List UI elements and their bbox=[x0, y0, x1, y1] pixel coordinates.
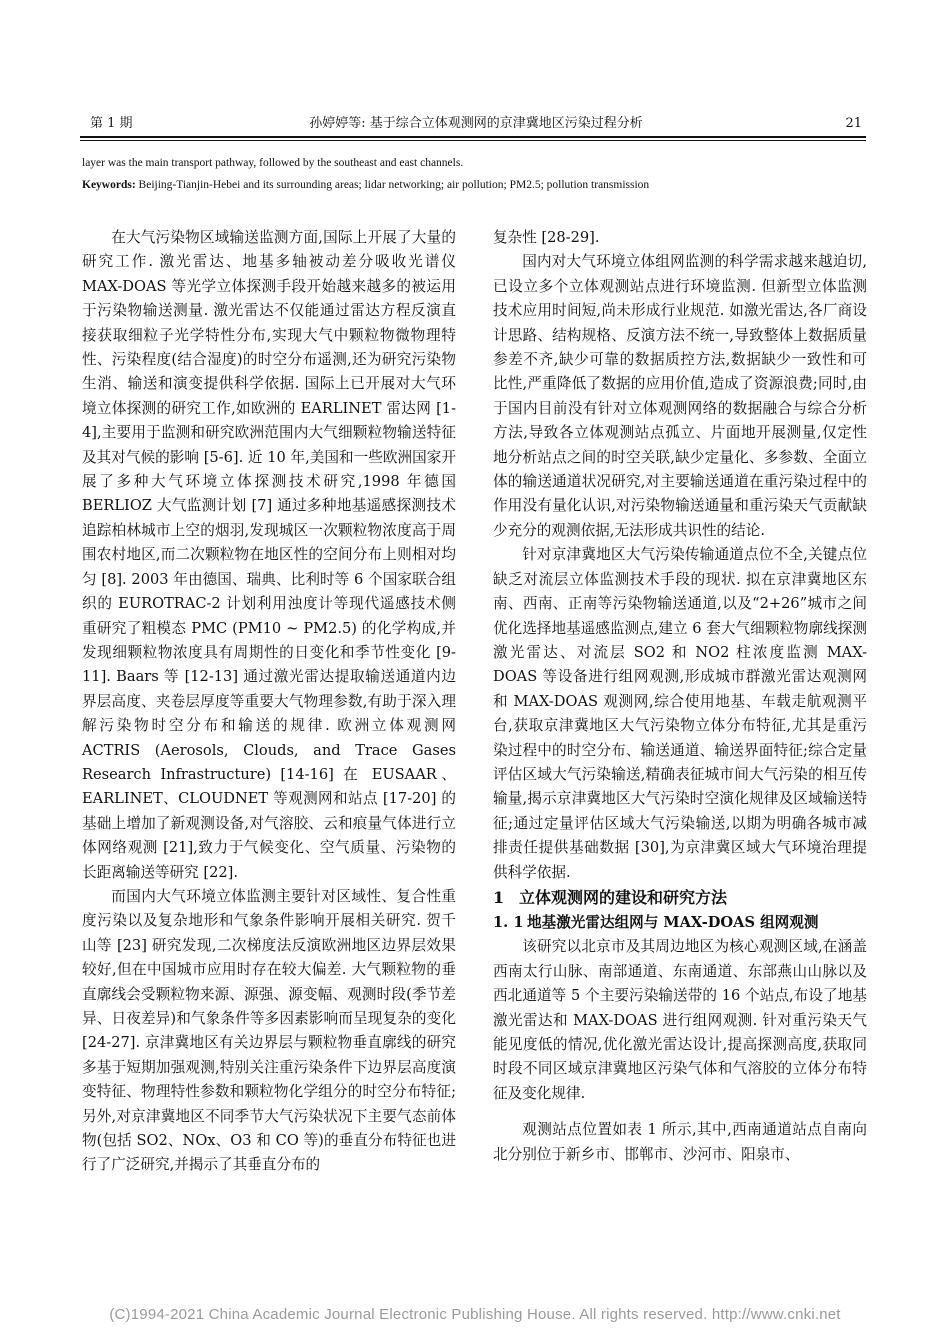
right-column bbox=[493, 226, 867, 1167]
paragraph: 国内对大气环境立体组网监测的科学需求越来越迫切,已设立多个立体观测站点进行环境监测. 但新型立体监测技术应用时间短,尚未形成行业规范. 如激光雷达,各厂商设计思路、结构规格、反演方法不统一,导致整体上数据质量参差不齐,缺少可靠的数据质控方法,数据缺少一致性和可比性,严重降低了数据的应用价值,造成了资源浪费;同时,由于国内目前没有针对立体观测网络的数据融合与综合分析方法,导致各立体观测站点孤立、片面地开展测量,仅定性地分析站点之间的时空关联,缺少定量化、多参数、全面立体的输送通道状况研究,对主要输送通道在重污染过程中的作用没有量化认识,对污染物输送通量和重污染天气贡献缺少充分的观测依据,无法形成共识性的结论. bbox=[493, 253, 867, 539]
paragraph: 在大气污染物区域输送监测方面,国际上开展了大量的研究工作. 激光雷达、地基多轴被动差分吸收光谱仪 MAX-DOAS 等光学立体探测手段开始越来越多的被运用于污染物输送测量. 激光雷达不仅能通过雷达方程反演直接获取细粒子光学特性分布,实现大气中颗粒物微物理特性、污染程度(结合湿度)的时空分布遥测,还为研究污染物生消、输送和演变提供科学依据. 国际上已开展对大气环境立体探测的研究工作,如欧洲的 EARLINET 雷达网 [1-4],主要用于监测和研究欧洲范围内大气细颗粒物输送特征及其对气候的影响 [5-6]. 近 10 年,美国和一些欧洲国家开展了多种大气环境立体探测技术研究,1998 年德国 BERLIOZ 大气监测计划 [7] 通过多种地基遥感探测技术追踪柏林城市上空的烟羽,发现城区一次颗粒物浓度高于周围农村地区,而二次颗粒物在地区性的空间分布上则相对均匀 [8]. 2003 年由德国、瑞典、比利时等 6 个国家联合组织的 EUROTRAC-2 计划利用浊度计等现代遥感技术侧重研究了粗模态 PMC (PM10 ~ PM2.5) 的化学构成,并发现细颗粒物浓度具有周期性的日变化和季节性变化 [9-11]. Baars 等 [12-13] 通过激光雷达提取输送通道内边界层高度、夹卷层厚度等重要大气物理参数,有助于深入理解污染物时空分布和输送的规律. 欧洲立体观测网 ACTRIS (Aerosols, Clouds, and Trace Gases Research Infrastructure) [14-16] 在 EUSAAR、EARLINET、CLOUDNET 等观测网和站点 [17-20] 的基础上增加了新观测设备,对气溶胶、云和痕量气体进行立体网络观测 [21],致力于气候变化、空气质量、污染物的长距离输送等研究 [22]. bbox=[82, 229, 456, 881]
abstract-last-line: layer was the main transport pathway, followed by the southeast and east channels. bbox=[82, 157, 464, 169]
keywords-label: Keywords: bbox=[82, 179, 136, 191]
issue-number: 第 1 期 bbox=[90, 116, 133, 131]
subsection-title: 地基激光雷达组网与 MAX-DOAS 组网观测 bbox=[527, 913, 819, 931]
header-rule-thin bbox=[80, 140, 866, 141]
section-title: 立体观测网的建设和研究方法 bbox=[519, 887, 728, 907]
paragraph: 观测站点位置如表 1 所示,其中,西南通道站点自南向北分别位于新乡市、邯郸市、沙河市、阳泉市、 bbox=[493, 1121, 867, 1163]
copyright-watermark: (C)1994-2021 China Academic Journal Electronic Publishing House. All rights reserved. http://www.cnki.net bbox=[109, 1306, 841, 1323]
keywords-text: Beijing-Tianjin-Hebei and its surrounding areas; lidar networking; air pollution; PM2.5; pollution transmission bbox=[138, 179, 650, 191]
keywords-line bbox=[82, 174, 862, 196]
abstract-tail bbox=[82, 152, 862, 196]
left-column bbox=[82, 226, 456, 1178]
header-rule-thick bbox=[80, 136, 866, 138]
subsection-number: 1. 1 bbox=[493, 913, 524, 931]
running-header bbox=[90, 114, 862, 134]
paragraph: 针对京津冀地区大气污染传输通道点位不全,关键点位缺乏对流层立体监测技术手段的现状. 拟在京津冀地区东南、西南、正南等污染物输送通道,以及“2+26”城市之间优化选择地基遥感监测点,建立 6 套大气细颗粒物廓线探测激光雷达、对流层 SO2 和 NO2 柱浓度监测 MAX-DOAS 等设备进行组网观测,形成城市群激光雷达观测网和 MAX-DOAS 观测网,综合使用地基、车载走航观测平台,获取京津冀地区大气污染物立体分布特征,尤其是重污染过程中的时空分布、输送通道、输送界面特征;综合定量评估区域大气污染输送,精确表征城市间大气污染的相互传输量,揭示京津冀地区大气污染时空演化规律及区域输送特征;通过定量评估区域大气污染输送,以期为明确各城市减排责任提供基础数据 [30],为京津冀区域大气环境治理提供科学依据. bbox=[493, 546, 867, 881]
section-heading bbox=[493, 885, 867, 911]
running-title: 孙婷婷等: 基于综合立体观测网的京津冀地区污染过程分析 bbox=[309, 116, 643, 131]
subsection-heading bbox=[493, 911, 867, 935]
paragraph-continuation: 复杂性 [28-29]. bbox=[493, 229, 600, 246]
section-number: 1 bbox=[493, 887, 505, 907]
page-number: 21 bbox=[845, 116, 862, 131]
paragraph: 而国内大气环境立体监测主要针对区域性、复合性重度污染以及复杂地形和气象条件影响开展相关研究. 贺千山等 [23] 研究发现,二次梯度法反演欧洲地区边界层效果较好,但在中国城市应用时存在较大偏差. 大气颗粒物的垂直廓线会受颗粒物来源、源强、源变幅、观测时段(季节差异、日夜差异)和气象条件等多因素影响而呈现复杂的变化 [24-27]. 京津冀地区有关边界层与颗粒物垂直廓线的研究多基于短期加强观测,特别关注重污染条件下边界层高度演变特征、物理特性参数和颗粒物化学组分的时空分布特征;另外,对京津冀地区不同季节大气污染状况下主要气态前体物(包括 SO2、NOx、O3 和 CO 等)的垂直分布特征也进行了广泛研究,并揭示了其垂直分布的 bbox=[82, 887, 456, 1174]
paragraph: 该研究以北京市及其周边地区为核心观测区域,在涵盖西南太行山脉、南部通道、东南通道、东部燕山山脉以及西北通道等 5 个主要污染输送带的 16 个站点,布设了地基激光雷达和 MAX-DOAS 进行组网观测. 针对重污染天气能见度低的情况,优化激光雷达设计,提高探测高度,获取同时段不同区域京津冀地区污染气体和气溶胶的立体分布特征及变化规律. bbox=[493, 938, 867, 1102]
paragraph-gap bbox=[493, 1106, 867, 1118]
